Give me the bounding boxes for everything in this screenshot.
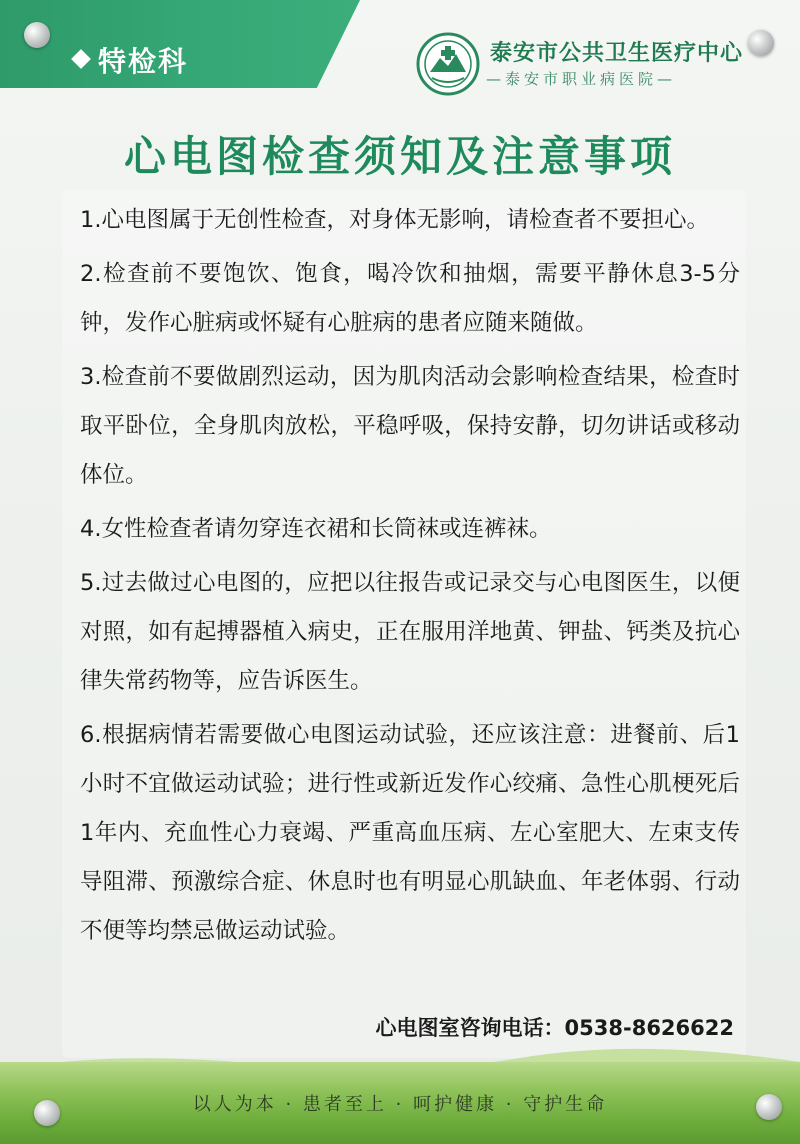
screw-icon xyxy=(24,22,50,48)
notice-items xyxy=(80,196,740,961)
notice-item-6: 6.根据病情若需要做心电图运动试验，还应该注意：进餐前、后1小时不宜做运动试验；进行性或新近发作心绞痛、急性心肌梗死后1年内、充血性心力衰竭、严重高血压病、左心室肥大、左束支传导阻滞、预激综合症、休息时也有明显心肌缺血、年老体弱、行动不便等均禁忌做运动试验。 xyxy=(80,722,740,944)
footer-slogan: 以人为本 · 患者至上 · 呵护健康 · 守护生命 xyxy=(192,1094,608,1115)
notice-title: 心电图检查须知及注意事项 xyxy=(123,132,676,181)
organization-name: 泰安市公共卫生医疗中心 xyxy=(490,40,744,66)
notice-item-5: 5.过去做过心电图的，应把以往报告或记录交与心电图医生，以便对照，如有起搏器植入病史，正在服用洋地黄、钾盐、钙类及抗心律失常药物等，应告诉医生。 xyxy=(80,570,740,694)
department-label: 特检科 xyxy=(98,45,189,78)
notice-item-1: 1.心电图属于无创性检查，对身体无影响，请检查者不要担心。 xyxy=(80,207,709,233)
notice-item-2: 2.检查前不要饱饮、饱食，喝冷饮和抽烟，需要平静休息3-5分钟，发作心脏病或怀疑有心脏病的患者应随来随做。 xyxy=(80,261,740,336)
notice-item-4: 4.女性检查者请勿穿连衣裙和长筒袜或连裤袜。 xyxy=(80,516,552,542)
screw-icon xyxy=(34,1100,60,1126)
hotline-text: 心电图室咨询电话：0538-8626622 xyxy=(375,1016,734,1040)
organization-subtitle: —泰安市职业病医院— xyxy=(486,70,677,88)
screw-icon xyxy=(748,30,774,56)
hospital-logo-icon xyxy=(416,32,480,96)
notice-item-3: 3.检查前不要做剧烈运动，因为肌肉活动会影响检查结果，检查时取平卧位，全身肌肉放松，平稳呼吸，保持安静，切勿讲话或移动体位。 xyxy=(80,364,740,488)
screw-icon xyxy=(756,1094,782,1120)
